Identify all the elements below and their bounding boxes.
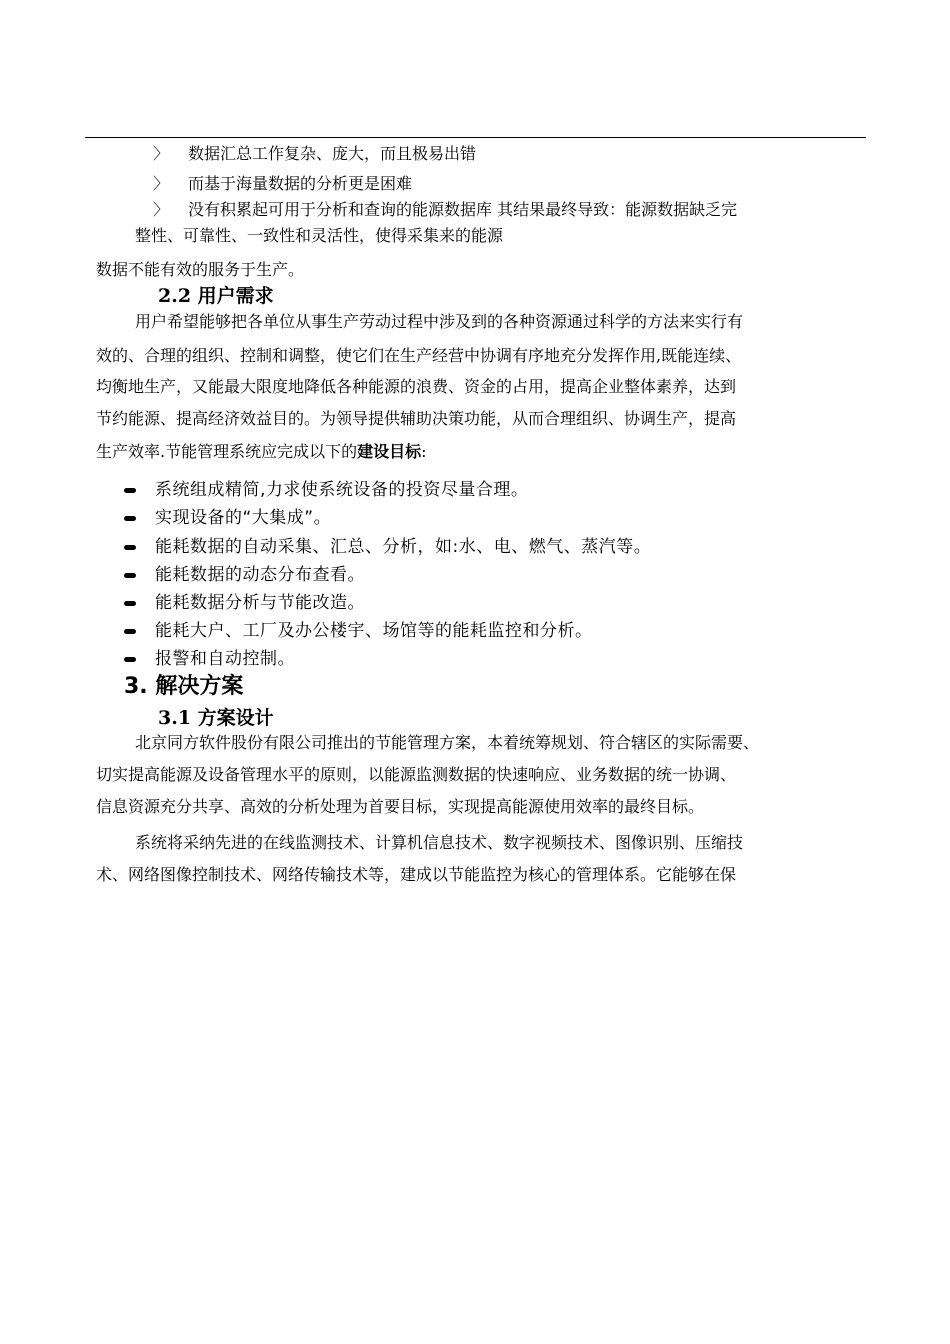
goal-item: 能耗数据分析与节能改造。: [155, 593, 365, 613]
paragraph-line: 节约能源、提高经济效益目的。为领导提供辅助决策功能，从而合理组织、协调生产，提高: [96, 409, 737, 428]
text-prefix: 生产效率.节能管理系统应完成以下的: [96, 442, 358, 461]
bullet-icon: [124, 573, 136, 578]
list-item: 数据汇总工作复杂、庞大，而且极易出错: [188, 144, 477, 163]
heading-3: 3. 解决方案: [124, 674, 244, 699]
goal-item: 能耗大户、工厂及办公楼宇、场馆等的能耗监控和分析。: [155, 621, 593, 641]
paragraph-line: 均衡地生产，又能最大限度地降低各种能源的浪费、资金的占用，提高企业整体素养，达到: [96, 377, 737, 396]
continuation-line: 整性、可靠性、一致性和灵活性，使得采集来的能源: [135, 226, 504, 245]
heading-3-1: 3.1 方案设计: [158, 707, 274, 729]
list-item: 没有积累起可用于分析和查询的能源数据库 其结果最终导致：能源数据缺乏完: [188, 200, 738, 219]
paragraph-line: 切实提高能源及设备管理水平的原则，以能源监测数据的快速响应、业务数据的统一协调、: [96, 765, 737, 784]
bullet-icon: [124, 516, 136, 521]
bullet-icon: [124, 657, 136, 662]
goal-item: 系统组成精简,力求使系统设备的投资尽量合理。: [155, 480, 529, 500]
paragraph-line: 术、网络图像控制技术、网络传输技术等，建成以节能监控为核心的管理体系。它能够在保: [96, 865, 737, 884]
paragraph-line: 信息资源充分共享、高效的分析处理为首要目标，实现提高能源使用效率的最终目标。: [96, 797, 705, 816]
goal-item: 报警和自动控制。: [155, 649, 295, 669]
text-suffix: :: [421, 442, 427, 461]
list-chevron: 〉: [153, 174, 170, 193]
paragraph-line-last: [96, 442, 427, 462]
list-chevron: 〉: [153, 200, 170, 219]
paragraph-line: 效的、合理的组织、控制和调整，使它们在生产经营中协调有序地充分发挥作用,既能连续、: [96, 346, 742, 365]
paragraph-line: 北京同方软件股份有限公司推出的节能管理方案，本着统筹规划、符合辖区的实际需要、: [135, 733, 760, 752]
paragraph-line: 用户希望能够把各单位从事生产劳动过程中涉及到的各种资源通过科学的方法来实行有: [135, 312, 744, 331]
bullet-icon: [124, 629, 136, 634]
bullet-icon: [124, 601, 136, 606]
header-rule: [85, 137, 866, 138]
paragraph-line: 系统将采纳先进的在线监测技术、计算机信息技术、数字视频技术、图像识别、压缩技: [135, 833, 744, 852]
list-item: 而基于海量数据的分析更是困难: [188, 174, 413, 193]
goal-item: 实现设备的“大集成”。: [155, 508, 332, 528]
bullet-icon: [124, 488, 136, 493]
list-chevron: 〉: [153, 144, 170, 163]
bullet-icon: [124, 545, 136, 550]
heading-2-2: 2.2 用户需求: [158, 285, 274, 307]
continuation-line: 数据不能有效的服务于生产。: [96, 260, 305, 279]
goal-item: 能耗数据的动态分布查看。: [155, 565, 365, 585]
text-bold: 建设目标: [357, 442, 422, 461]
goal-item: 能耗数据的自动采集、汇总、分析，如:水、电、燃气、蒸汽等。: [155, 537, 652, 557]
